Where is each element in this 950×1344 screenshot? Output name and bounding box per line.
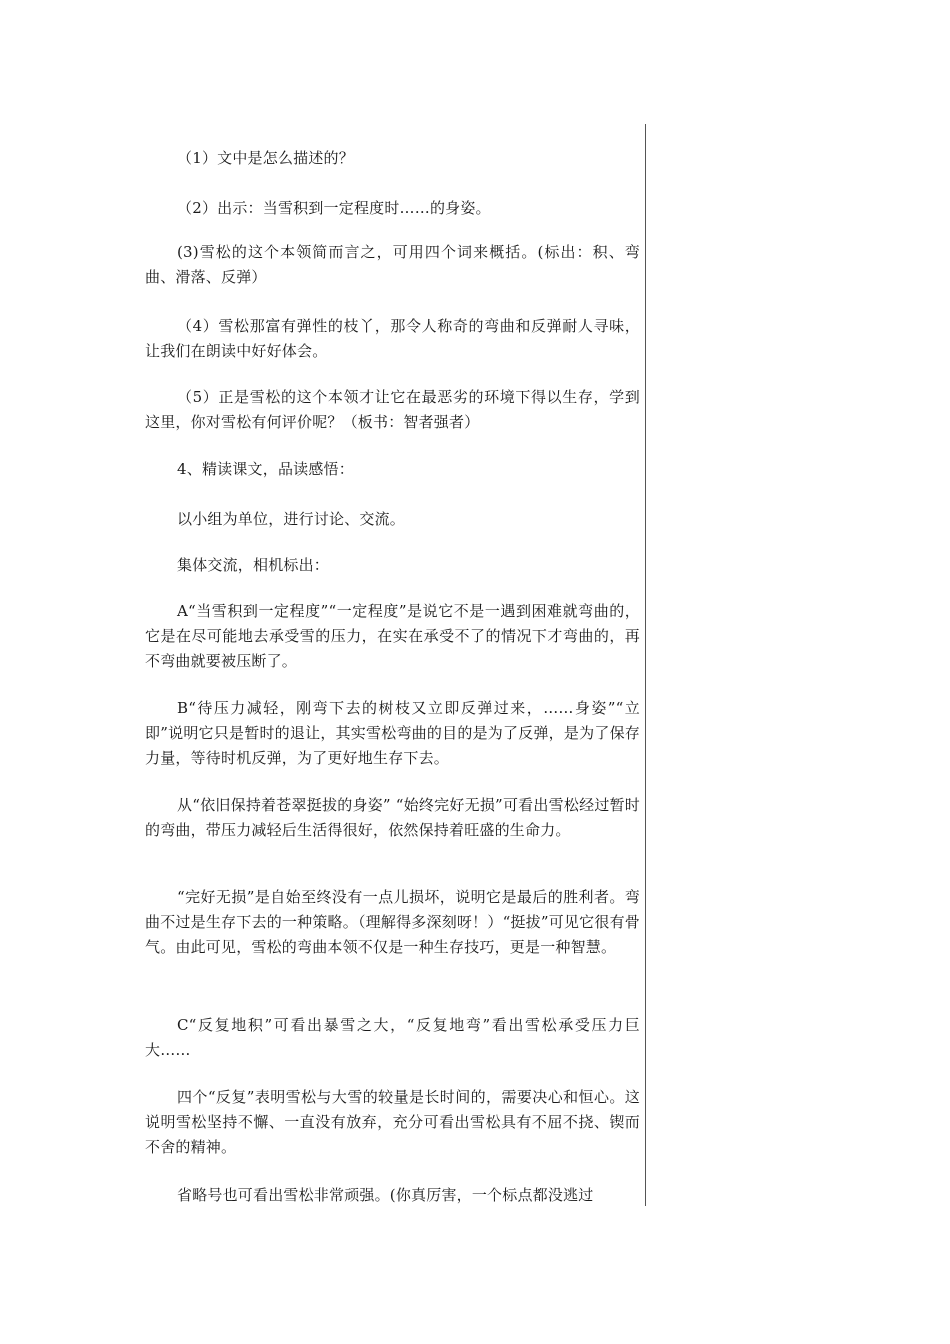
paragraph-point-a: A“当雪积到一定程度”“一定程度”是说它不是一遇到困难就弯曲的，它是在尽可能地去承受雪的压力，在实在承受不了的情况下才弯曲的，再不弯曲就要被压断了。 (145, 602, 640, 670)
paragraph-question-4: （4）雪松那富有弹性的枝丫，那令人称奇的弯曲和反弹耐人寻味，让我们在朗读中好好体会。 (145, 317, 640, 360)
paragraph-question-2: （2）出示：当雪积到一定程度时……的身姿。 (177, 199, 491, 217)
paragraph-collective-exchange: 集体交流，相机标出： (177, 556, 330, 574)
paragraph-group-discussion: 以小组为单位，进行讨论、交流。 (177, 510, 406, 528)
paragraph-intact: “完好无损”是自始至终没有一点儿损坏，说明它是最后的胜利者。弯曲不过是生存下去的一种策略。（理解得多深刻呀！）“挺拔”可见它很有骨气。由此可见，雪松的弯曲本领不仅是一种生存技巧，更是一种智慧。 (145, 888, 640, 956)
paragraph-point-b: B“待压力减轻，刚弯下去的树枝又立即反弹过来，……身姿”“立即”说明它只是暂时的退让，其实雪松弯曲的目的是为了反弹，是为了保存力量，等待时机反弹，为了更好地生存下去。 (145, 699, 640, 767)
paragraph-section-4-heading: 4、精读课文，品读感悟： (177, 460, 354, 478)
paragraph-question-3: (3)雪松的这个本领简而言之，可用四个词来概括。(标出：积、弯曲、滑落、反弹） (145, 243, 640, 286)
paragraph-point-c: C“反复地积”可看出暴雪之大，“反复地弯”看出雪松承受压力巨大…… (145, 1016, 640, 1059)
paragraph-question-5: （5）正是雪松的这个本领才让它在最恶劣的环境下得以生存，学到这里，你对雪松有何评价呢？（板书：智者强者） (145, 388, 640, 431)
paragraph-question-1: （1）文中是怎么描述的？ (177, 149, 354, 167)
table-right-border (645, 124, 646, 1206)
paragraph-four-repeats: 四个“反复”表明雪松与大雪的较量是长时间的，需要决心和恒心。这说明雪松坚持不懈、一直没有放弃，充分可看出雪松具有不屈不挠、锲而不舍的精神。 (145, 1088, 640, 1156)
paragraph-still-upright: 从“依旧保持着苍翠挺拔的身姿” “始终完好无损”可看出雪松经过暂时的弯曲，带压力减轻后生活得很好，依然保持着旺盛的生命力。 (145, 796, 640, 839)
paragraph-ellipsis: 省略号也可看出雪松非常顽强。(你真厉害，一个标点都没逃过 (177, 1186, 594, 1204)
